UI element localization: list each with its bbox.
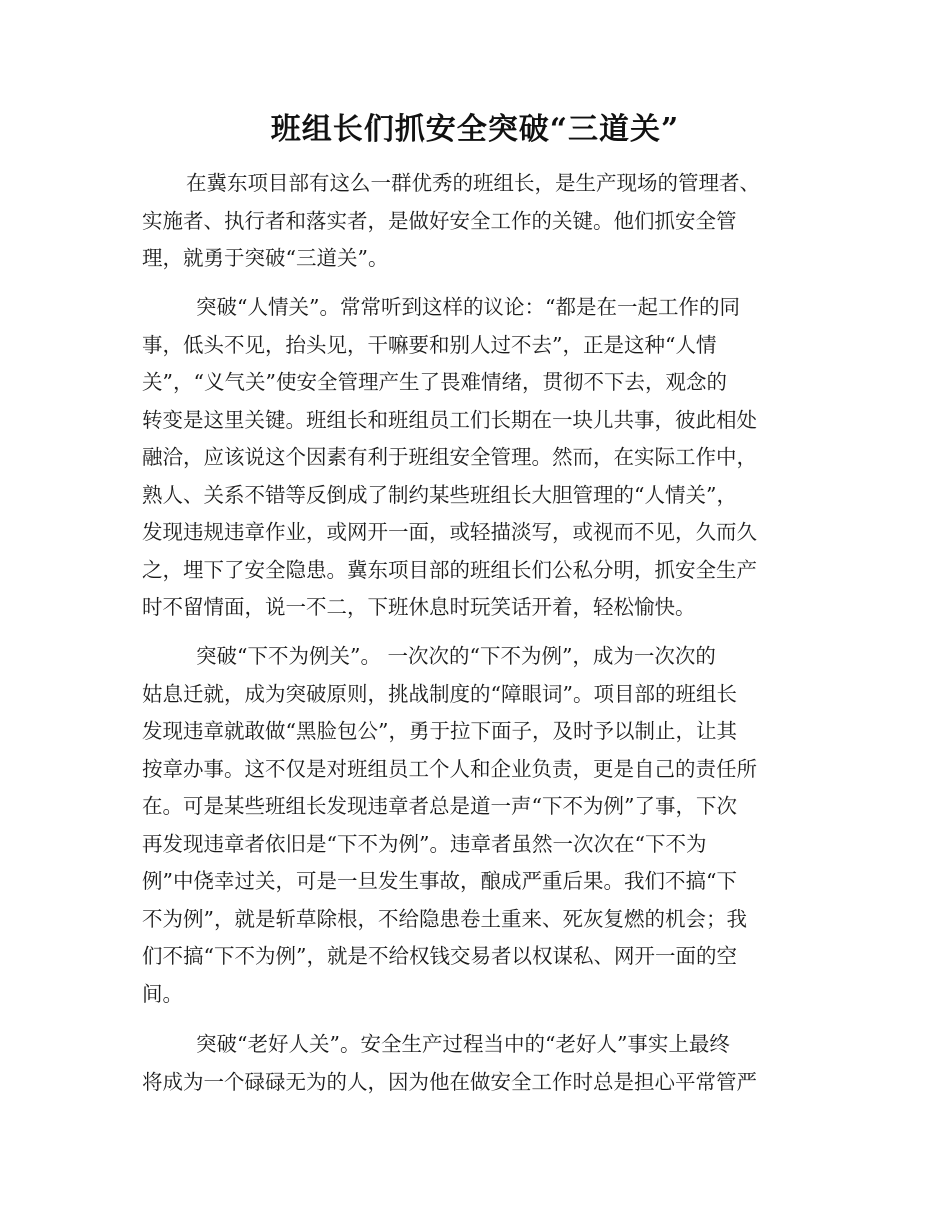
text-line: 将成为一个碌碌无为的人，因为他在做安全工作时总是担心平常管严 bbox=[142, 1069, 757, 1094]
text-line: 突破“下不为例关”。 一次次的“下不为例”，成为一次次的 bbox=[196, 644, 716, 668]
text-line: 在。可是某些班组长发现违章者总是道一声“下不为例”了事，下次 bbox=[142, 794, 737, 818]
text-line: 事，低头不见，抬头见，干嘛要和别人过不去”，正是这种“人情 bbox=[142, 332, 717, 357]
text-line: 例”中侥幸过关，可是一旦发生事故，酿成严重后果。我们不搞“下 bbox=[142, 869, 737, 893]
paragraph-laohaoren bbox=[142, 1026, 807, 1101]
text-line: 们不搞“下不为例”，就是不给权钱交易者以权谋私、网开一面的空 bbox=[142, 944, 737, 968]
document-title: 班组长们抓安全突破“三道关” bbox=[270, 112, 680, 147]
text-line: 在冀东项目部有这么一群优秀的班组长，是生产现场的管理者、 bbox=[186, 171, 760, 195]
text-line: 突破“老好人关”。安全生产过程当中的“老好人”事实上最终 bbox=[196, 1032, 730, 1056]
paragraph-intro bbox=[142, 165, 807, 278]
text-line: 姑息迁就，成为突破原则，挑战制度的“障眼词”。项目部的班组长 bbox=[142, 681, 737, 706]
text-line: 理，就勇于突破“三道关”。 bbox=[142, 246, 389, 270]
text-line: 突破“人情关”。常常听到这样的议论：“都是在一起工作的同 bbox=[196, 295, 740, 319]
text-line: 发现违章就敢做“黑脸包公”，勇于拉下面子，及时予以制止，让其 bbox=[142, 719, 737, 743]
text-line: 之，埋下了安全隐患。冀东项目部的班组长们公私分明，抓安全生产 bbox=[142, 557, 757, 582]
text-line: 融洽，应该说这个因素有利于班组安全管理。然而，在实际工作中， bbox=[142, 445, 757, 469]
text-line: 转变是这里关键。班组长和班组员工们长期在一块儿共事，彼此相处 bbox=[142, 407, 757, 432]
paragraph-xiabuweili bbox=[142, 638, 807, 1013]
text-line: 间。 bbox=[142, 981, 183, 1006]
text-line: 按章办事。这不仅是对班组员工个人和企业负责，更是自己的责任所 bbox=[142, 756, 757, 781]
text-line: 时不留情面，说一不二，下班休息时玩笑话开着，轻松愉快。 bbox=[142, 595, 696, 619]
paragraph-renqing bbox=[142, 289, 807, 627]
text-line: 发现违规违章作业，或网开一面，或轻描淡写，或视而不见，久而久 bbox=[142, 520, 757, 544]
text-line: 关”，“义气关”使安全管理产生了畏难情绪，贯彻不下去，观念的 bbox=[142, 370, 727, 394]
text-line: 实施者、执行者和落实者，是做好安全工作的关键。他们抓安全管 bbox=[142, 208, 737, 233]
text-line: 不为例”，就是斩草除根，不给隐患卷土重来、死灰复燃的机会；我 bbox=[142, 906, 747, 931]
text-line: 熟人、关系不错等反倒成了制约某些班组长大胆管理的“人情关”， bbox=[142, 482, 737, 507]
text-line: 再发现违章者依旧是“下不为例”。违章者虽然一次次在“下不为 bbox=[142, 831, 707, 856]
